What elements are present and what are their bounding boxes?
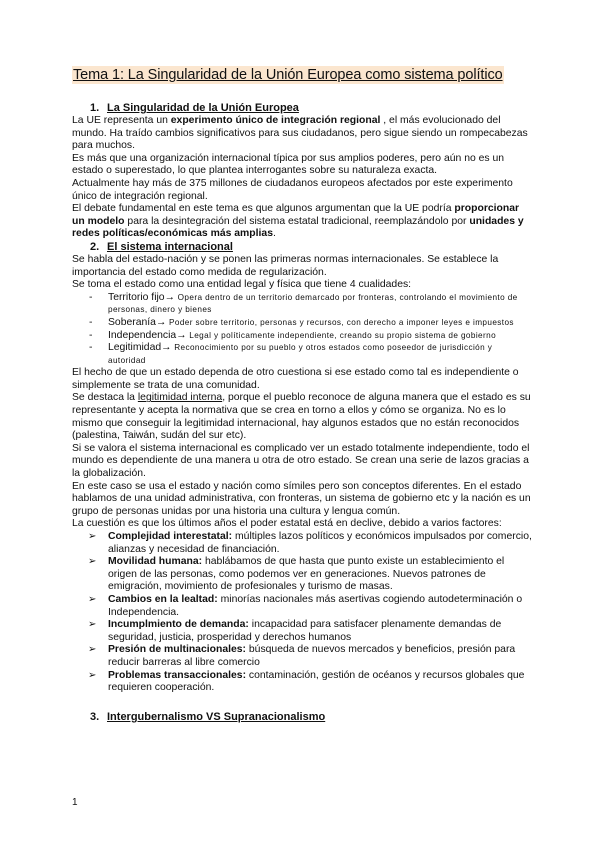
document-title: Tema 1: La Singularidad de la Unión Europea como sistema político [73, 67, 503, 83]
list-item: ➢ Movilidad humana: hablábamos de que hasta que punto existe un establecimiento el origen de las personas, como podemos ver en generaciones. Nuevos patrones de emigración, movimiento de profesionales y turismo de masas. [88, 556, 505, 593]
section-2-title: El sistema internacional [107, 240, 233, 253]
s1-paragraph-2: Es más que una organización internacional típica por sus amplios poderes, pero aún no es un estado o superestado, lo que plantea interrogantes sobre su naturaleza exacta. [72, 152, 505, 177]
section-2-heading [72, 241, 532, 254]
arrow-bullet-icon: ➢ [88, 669, 97, 681]
list-item: - Independencia→ Legal y políticamente independiente, creando su propio sistema de gobierno [72, 330, 532, 343]
s2-paragraph-3: El hecho de que un estado dependa de otro cuestiona si ese estado como tal es independiente o simplemente se trata de una comunidad. [72, 367, 519, 391]
section-1-number: 1. [90, 102, 100, 114]
list-item: ➢ Complejidad interestatal: múltiples lazos políticos y económicos impulsados por comercio, alianzas y necesidad de financiación. [88, 531, 532, 555]
s1-paragraph-1: La UE representa un experimento único de integración regional , el más evolucionado del mundo. Ha traído cambios significativos para sus ciudadanos, pero sigue siendo un rompecabezas para muchos. [72, 115, 528, 152]
state-qualities-list [72, 292, 532, 368]
arrow-bullet-icon: ➢ [88, 644, 97, 656]
page-number: 1 [72, 797, 78, 808]
s2-paragraph-2: Se toma el estado como una entidad legal y física que tiene 4 cualidades: [72, 279, 412, 291]
s2-paragraph-7: La cuestión es que los últimos años el poder estatal está en declive, debido a varios factores: [72, 518, 502, 530]
s2-paragraph-4: Se destaca la legitimidad interna, porque el pueblo reconoce de alguna manera que el estado es su representante y acepta la normativa que se crea en torno a ellos y cómo se organiza. No es lo mismo que conseguir la legitimidad internacional, hay algunos estados que no están reconocidos (palestina, Taiwán, sudán del sur etc). [72, 392, 531, 442]
s1-paragraph-4: El debate fundamental en este tema es que algunos argumentan que la UE podría proporcionar un modelo para la desintegración del sistema estatal tradicional, reemplazándolo por unidades y redes políticas/económicas más amplias. [72, 203, 524, 240]
section-1-title: La Singularidad de la Unión Europea [107, 102, 299, 114]
section-3-number: 3. [90, 710, 100, 723]
s2-paragraph-1: Se habla del estado-nación y se ponen las primeras normas internacionales. Se establece la importancia del estado como medida de regularización. [72, 253, 499, 278]
section-1-heading [72, 102, 532, 115]
s2-paragraph-6: En este caso se usa el estado y nación como símiles pero son conceptos diferentes. En el estado hablamos de una unidad administrativa, con fronteras, un sistema de gobierno etc y la nación es un grupo de personas unidas por una historia una cultura y lengua común. [72, 480, 531, 517]
s1-paragraph-3: Actualmente hay más de 375 millones de ciudadanos europeos afectados por este experimento único de integración regional. [72, 177, 513, 202]
list-item: ➢ Presión de multinacionales: búsqueda de nuevos mercados y beneficios, presión para reducir barreras al libre comercio [88, 644, 516, 668]
list-item: - Soberanía→ Poder sobre territorio, personas y recursos, con derecho a imponer leyes e impuestos [72, 317, 532, 330]
decline-factors-list [72, 531, 532, 695]
arrow-bullet-icon: ➢ [88, 531, 97, 542]
arrow-bullet-icon: ➢ [88, 556, 97, 568]
arrow-bullet-icon: ➢ [88, 593, 97, 605]
s2-paragraph-5: Si se valora el sistema internacional es complicado ver un estado totalmente independiente, todo el mundo es dependiente de una manera u otra de otro estado. Se crean una serie de lazos gracias a la globalización. [72, 442, 530, 480]
section-3-heading [72, 711, 532, 724]
section-3-title: Intergubernalismo VS Supranacionalismo [107, 710, 326, 723]
list-item: ➢ Incumplmiento de demanda: incapacidad para satisfacer plenamente demandas de seguridad, justicia, prosperidad y derechos humanos [88, 619, 502, 643]
document-page [72, 66, 532, 724]
list-item: ➢ Cambios en la lealtad: minorías nacionales más asertivas cogiendo autodeterminación o Independencia. [88, 593, 523, 618]
list-item: ➢ Problemas transaccionales: contaminación, gestión de océanos y recursos globales que requieren cooperación. [88, 669, 525, 694]
arrow-bullet-icon: ➢ [88, 619, 97, 631]
list-item: - Legitimidad→ Reconocimiento por su pueblo y otros estados como poseedor de jurisdicción y autoridad [72, 342, 532, 367]
section-2-number: 2. [90, 240, 100, 253]
list-item: - Territorio fijo→ Opera dentro de un territorio demarcado por fronteras, controlando el movimiento de personas, dinero y bienes [72, 292, 532, 317]
